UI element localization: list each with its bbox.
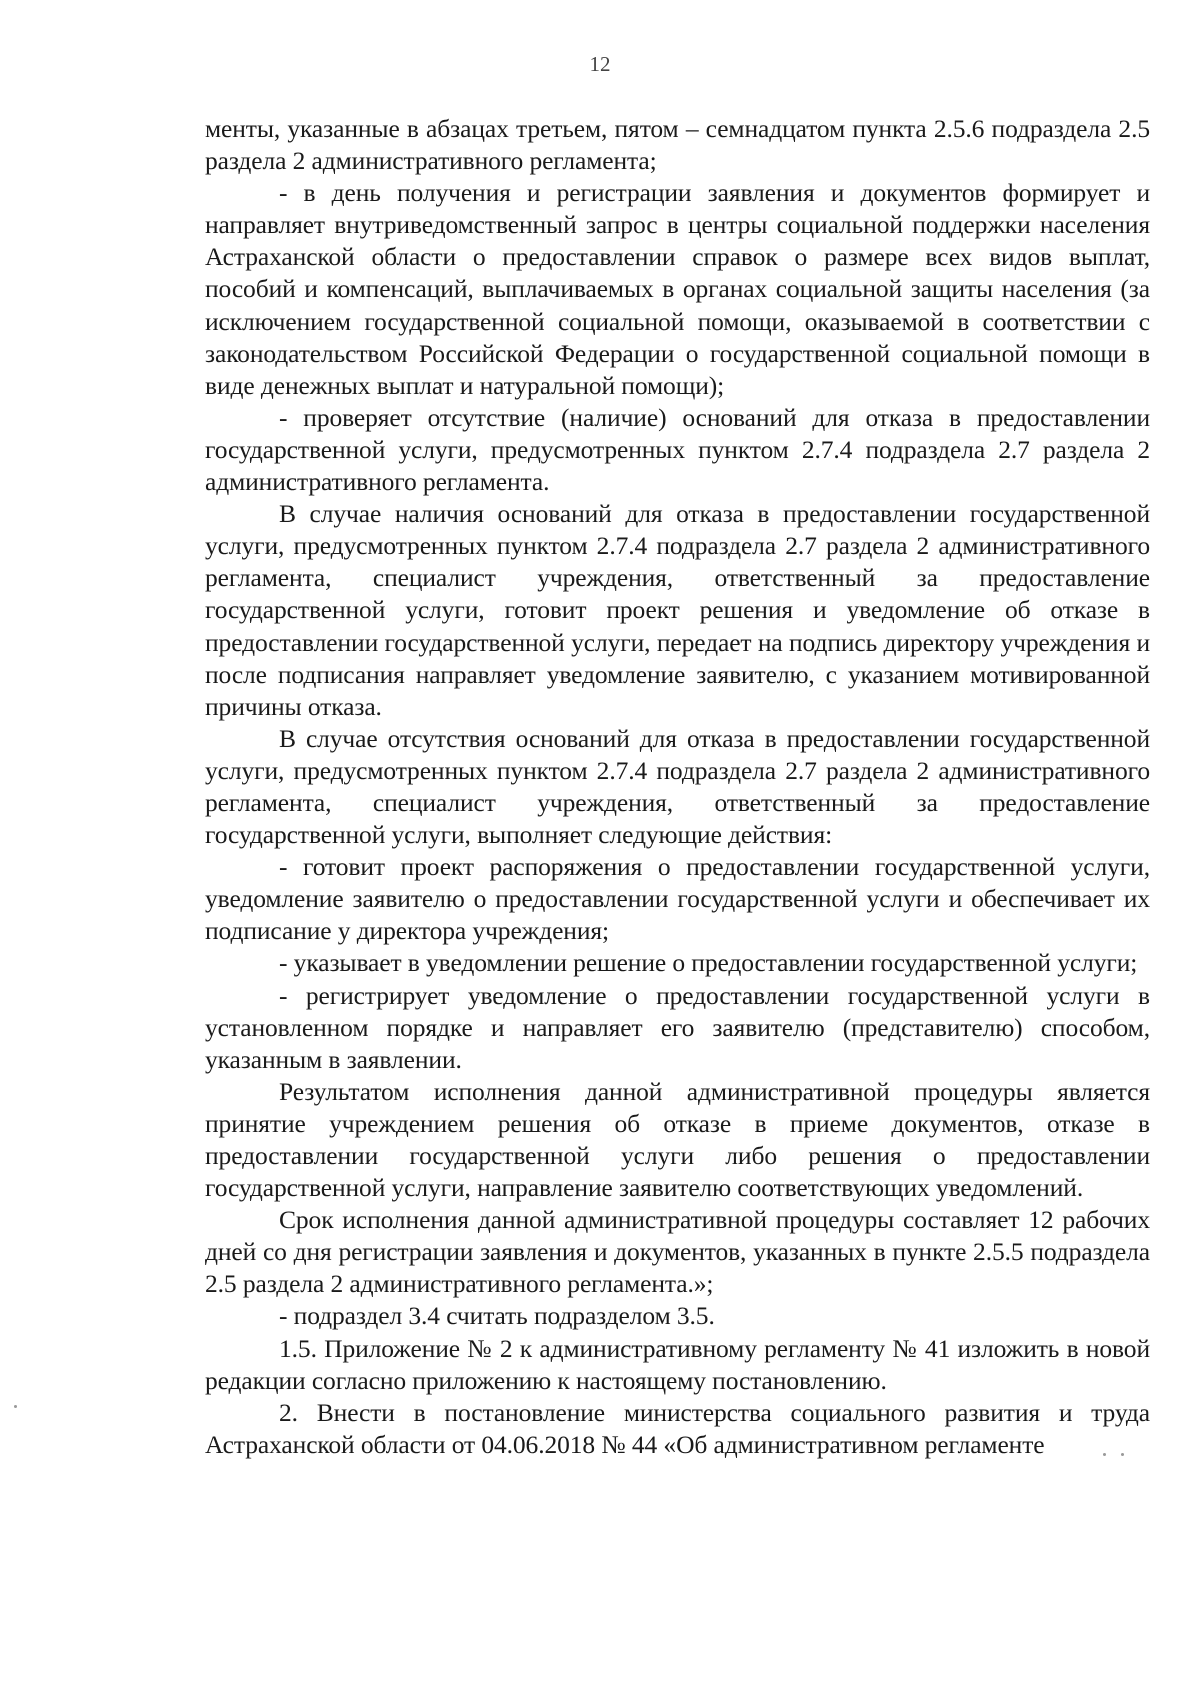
paragraph-subsection-rename: - подраздел 3.4 считать подразделом 3.5. (279, 1301, 715, 1331)
scan-speck (1103, 1453, 1106, 1456)
paragraph-prepare-order: - готовит проект распоряжения о предоставлении государственной услуги, уведомление заявителю о предоставлении государственной услуги и обеспечивает их подписание у директора учреждения; (205, 852, 1150, 946)
paragraph-no-refusal-case: В случае отсутствия оснований для отказа в предоставлении государственной услуги, предусмотренных пунктом 2.7.4 подраздела 2.7 раздела 2 административного регламента, специалист учреждения, ответственный за предоставление государственной услуги, выполняет следующие действия: (205, 723, 1150, 850)
document-body (205, 113, 1150, 1461)
paragraph-indicate-decision: - указывает в уведомлении решение о предоставлении государственной услуги; (279, 948, 1138, 978)
paragraph-amend-resolution: 2. Внести в постановление министерства социального развития и труда Астраханской области от 04.06.2018 № 44 «Об административном регламенте (205, 1397, 1150, 1459)
paragraph-continuation: менты, указанные в абзацах третьем, пятом – семнадцатом пункта 2.5.6 подраздела 2.5 раздела 2 административного регламента; (205, 114, 1150, 176)
paragraph-refusal-case: В случае наличия оснований для отказа в предоставлении государственной услуги, предусмотренных пунктом 2.7.4 подраздела 2.7 раздела 2 административного регламента, специалист учреждения, ответственный за предоставление государственной услуги, готовит проект решения и уведомление об отказе в предоставлении государственной услуги, передает на подпись директору учреждения и после подписания направляет уведомление заявителю, с указанием мотивированной причины отказа. (205, 499, 1150, 721)
paragraph-procedure-result: Результатом исполнения данной административной процедуры является принятие учреждением решения об отказе в приеме документов, отказе в предоставлении государственной услуги либо решения о предоставлении государственной услуги, направление заявителю соответствующих уведомлений. (205, 1076, 1150, 1203)
page-number: 12 (589, 52, 611, 76)
paragraph-check-grounds: - проверяет отсутствие (наличие) оснований для отказа в предоставлении государственной услуги, предусмотренных пунктом 2.7.4 подраздела 2.7 раздела 2 административного регламента. (205, 402, 1150, 497)
scan-speck (1121, 1453, 1124, 1456)
paragraph-appendix-2: 1.5. Приложение № 2 к административному регламенту № 41 изложить в новой редакции согласно приложению к настоящему постановлению. (205, 1333, 1150, 1395)
paragraph-interagency-request: - в день получения и регистрации заявления и документов формирует и направляет внутриведомственный запрос в центры социальной поддержки населения Астраханской области о предоставлении справок о размере всех видов выплат, пособий и компенсаций, выплачиваемых в органах социальной защиты населения (за исключением государственной социальной помощи, оказываемой в соответствии с законодательством Российской Федерации о государственной социальной помощи в виде денежных выплат и натуральной помощи); (205, 178, 1150, 400)
paragraph-procedure-term: Срок исполнения данной административной процедуры составляет 12 рабочих дней со дня регистрации заявления и документов, указанных в пункте 2.5.5 подраздела 2.5 раздела 2 административного регламента.»; (205, 1205, 1150, 1299)
paragraph-register-notice: - регистрирует уведомление о предоставлении государственной услуги в установленном порядке и направляет его заявителю (представителю) способом, указанным в заявлении. (205, 980, 1150, 1074)
scan-speck (14, 1405, 17, 1408)
